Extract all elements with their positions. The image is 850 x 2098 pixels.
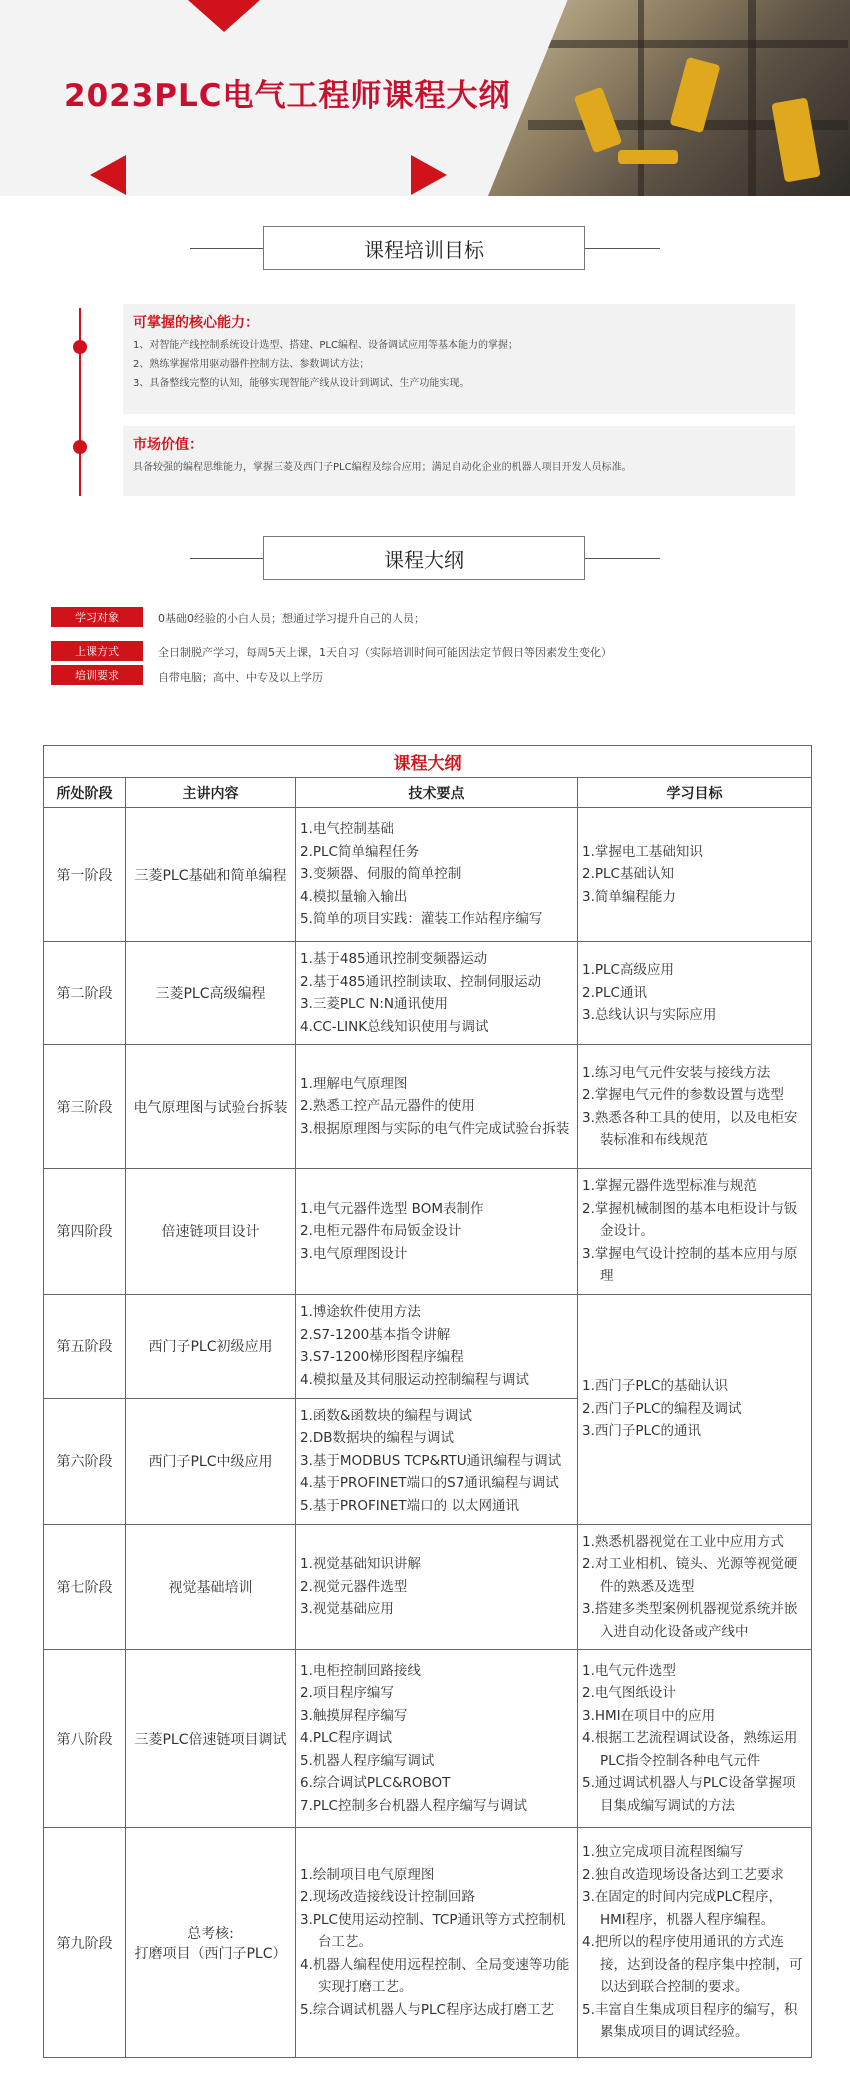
point-item: 3.根据原理图与实际的电气件完成试验台拆装 xyxy=(300,1120,570,1137)
table-row xyxy=(44,1650,812,1828)
outline-heading xyxy=(0,536,850,580)
timeline-dot-core xyxy=(73,340,87,354)
table-row xyxy=(44,1169,812,1295)
point-item: 5.基于PROFINET端口的 以太网通讯 xyxy=(300,1497,519,1514)
point-item: 1.电气控制基础 xyxy=(300,821,394,838)
table-row xyxy=(44,1294,812,1398)
stage-cell: 第七阶段 xyxy=(44,1524,126,1650)
point-item: 4.模拟量及其伺服运动控制编程与调试 xyxy=(300,1371,529,1388)
content-cell: 视觉基础培训 xyxy=(126,1524,296,1650)
goal-item: 1.西门子PLC的基础认识 xyxy=(582,1378,728,1395)
stage-cell: 第一阶段 xyxy=(44,808,126,942)
stage-cell: 第四阶段 xyxy=(44,1169,126,1295)
point-item: 3.电气原理图设计 xyxy=(300,1245,408,1262)
timeline-line xyxy=(79,308,81,496)
goals-cell-merged xyxy=(578,1294,812,1524)
point-item: 5.综合调试机器人与PLC程序达成打磨工艺 xyxy=(300,2001,554,2018)
goal-item: 1.熟悉机器视觉在工业中应用方式 xyxy=(582,1533,784,1550)
market-value-title: 市场价值： xyxy=(133,437,203,453)
table-row xyxy=(44,1045,812,1169)
content-cell: 电气原理图与试验台拆装 xyxy=(126,1045,296,1169)
content-cell: 三菱PLC高级编程 xyxy=(126,942,296,1045)
points-cell xyxy=(296,1828,578,2058)
point-item: 2.项目程序编写 xyxy=(300,1685,394,1702)
goal-item: 5.通过调试机器人与PLC设备掌握项目集成编写调试的方法 xyxy=(582,1775,796,1814)
info-tag-schedule: 上课方式 xyxy=(51,641,143,661)
goal-item: 2.PLC通讯 xyxy=(582,984,647,1001)
points-cell xyxy=(296,808,578,942)
point-item: 4.模拟量输入输出 xyxy=(300,888,408,905)
header-stage: 所处阶段 xyxy=(44,778,126,808)
point-item: 4.基于PROFINET端口的S7通讯编程与调试 xyxy=(300,1475,559,1492)
stage-cell: 第三阶段 xyxy=(44,1045,126,1169)
table-title: 课程大纲 xyxy=(44,746,812,778)
points-cell xyxy=(296,1524,578,1650)
point-item: 2.基于485通讯控制读取、控制伺服运动 xyxy=(300,973,542,990)
points-cell xyxy=(296,1045,578,1169)
stage-cell: 第二阶段 xyxy=(44,942,126,1045)
goals-cell xyxy=(578,1524,812,1650)
point-item: 4.机器人编程使用远程控制、全局变速等功能实现打磨工艺。 xyxy=(300,1956,570,1996)
decor-triangle-top xyxy=(188,0,260,32)
point-item: 2.现场改造接线设计控制回路 xyxy=(300,1889,475,1906)
goal-item: 3.HMI在项目中的应用 xyxy=(582,1707,716,1724)
content-cell: 西门子PLC中级应用 xyxy=(126,1398,296,1524)
goal-item: 3.掌握电气设计控制的基本应用与原理 xyxy=(582,1245,798,1284)
point-item: 3.S7-1200梯形图程序编程 xyxy=(300,1349,464,1365)
table-row xyxy=(44,1828,812,2058)
table-row xyxy=(44,808,812,942)
goal-item: 3.西门子PLC的通讯 xyxy=(582,1423,701,1440)
point-item: 3.基于MODBUS TCP&RTU通讯编程与调试 xyxy=(300,1452,562,1469)
factory-robot-image xyxy=(488,0,850,196)
info-text-audience: 0基础0经验的小白人员；想通过学习提升自己的人员； xyxy=(158,612,425,625)
goal-item: 2.PLC基础认知 xyxy=(582,866,674,883)
goal-item: 3.搭建多类型案例机器视觉系统并嵌入进自动化设备或产线中 xyxy=(582,1601,798,1640)
goal-item: 2.对工业相机、镜头、光源等视觉硬件的熟悉及选型 xyxy=(582,1556,798,1595)
goals-cell xyxy=(578,1650,812,1828)
goal-item: 4.把所以的程序使用通讯的方式连接，达到设备的程序集中控制，可以达到联合控制的要求。 xyxy=(582,1934,803,1996)
goals-heading-label: 课程培训目标 xyxy=(263,226,585,270)
content-cell: 三菱PLC基础和简单编程 xyxy=(126,808,296,942)
goal-item: 3.总线认识与实际应用 xyxy=(582,1007,717,1024)
goal-item: 2.电气图纸设计 xyxy=(582,1685,676,1702)
content-line: 总考核: xyxy=(187,1925,234,1942)
goal-item: 1.掌握元器件选型标准与规范 xyxy=(582,1178,757,1194)
goals-cell xyxy=(578,942,812,1045)
point-item: 2.DB数据块的编程与调试 xyxy=(300,1430,455,1447)
goal-item: 1.PLC高级应用 xyxy=(582,962,674,979)
goal-item: 1.练习电气元件安装与接线方法 xyxy=(582,1064,771,1081)
point-item: 4.PLC程序调试 xyxy=(300,1730,392,1747)
content-line: 打磨项目（西门子PLC） xyxy=(134,1945,287,1962)
core-ability-item: 1、对智能产线控制系统设计选型、搭建、PLC编程、设备调试应用等基本能力的掌握； xyxy=(133,340,518,351)
point-item: 5.简单的项目实践：灌装工作站程序编写 xyxy=(300,911,543,928)
goals-cell xyxy=(578,808,812,942)
points-cell xyxy=(296,942,578,1045)
syllabus-table xyxy=(43,745,812,2058)
goal-item: 2.独自改造现场设备达到工艺要求 xyxy=(582,1866,784,1883)
core-ability-title: 可掌握的核心能力： xyxy=(133,315,259,331)
point-item: 7.PLC控制多台机器人程序编写与调试 xyxy=(300,1797,527,1814)
stage-cell: 第九阶段 xyxy=(44,1828,126,2058)
point-item: 1.博途软件使用方法 xyxy=(300,1304,421,1320)
points-cell xyxy=(296,1294,578,1398)
point-item: 1.电气元器件选型 BOM表制作 xyxy=(300,1200,484,1217)
goals-heading xyxy=(0,226,850,270)
content-cell: 三菱PLC倍速链项目调试 xyxy=(126,1650,296,1828)
content-cell xyxy=(126,1828,296,2058)
market-value-box xyxy=(123,426,795,496)
page-title: 2023PLC电气工程师课程大纲 xyxy=(64,78,511,114)
banner xyxy=(0,0,850,196)
goal-item: 2.掌握电气元件的参数设置与选型 xyxy=(582,1087,784,1103)
info-text-requirement: 自带电脑；高中、中专及以上学历 xyxy=(158,671,323,684)
point-item: 3.PLC使用运动控制、TCP通讯等方式控制机台工艺。 xyxy=(300,1911,566,1951)
point-item: 3.视觉基础应用 xyxy=(300,1601,394,1617)
goal-item: 1.电气元件选型 xyxy=(582,1662,676,1679)
info-text-schedule: 全日制脱产学习，每周5天上课，1天自习（实际培训时间可能因法定节假日等因素发生变化） xyxy=(158,646,612,659)
point-item: 1.电柜控制回路接线 xyxy=(300,1662,421,1679)
goal-item: 4.根据工艺流程调试设备，熟练运用PLC指令控制各种电气元件 xyxy=(582,1730,798,1769)
point-item: 6.综合调试PLC&ROBOT xyxy=(300,1775,451,1792)
goal-item: 3.简单编程能力 xyxy=(582,888,676,905)
market-value-text: 具备较强的编程思维能力，掌握三菱及西门子PLC编程及综合应用；满足自动化企业的机器人项目开发人员标准。 xyxy=(133,462,632,473)
content-cell: 西门子PLC初级应用 xyxy=(126,1294,296,1398)
point-item: 3.三菱PLC N:N通讯使用 xyxy=(300,996,449,1012)
header-goals: 学习目标 xyxy=(578,778,812,808)
info-tag-audience: 学习对象 xyxy=(51,607,143,627)
goal-item: 2.掌握机械制图的基本电柜设计与钣金设计。 xyxy=(582,1200,798,1239)
points-cell xyxy=(296,1650,578,1828)
core-ability-item: 2、熟练掌握常用驱动器件控制方法、参数调试方法； xyxy=(133,359,370,370)
point-item: 3.触摸屏程序编写 xyxy=(300,1707,408,1724)
goal-item: 1.独立完成项目流程图编写 xyxy=(582,1844,744,1861)
decor-triangle-left xyxy=(90,155,126,195)
point-item: 1.绘制项目电气原理图 xyxy=(300,1866,435,1883)
goals-cell xyxy=(578,1169,812,1295)
header-points: 技术要点 xyxy=(296,778,578,808)
timeline-dot-market xyxy=(73,440,87,454)
goal-item: 1.掌握电工基础知识 xyxy=(582,843,703,860)
core-ability-box xyxy=(123,304,795,414)
point-item: 1.理解电气原理图 xyxy=(300,1075,408,1092)
stage-cell: 第六阶段 xyxy=(44,1398,126,1524)
goal-item: 5.丰富自生集成项目程序的编写，积累集成项目的调试经验。 xyxy=(582,2001,798,2041)
point-item: 2.PLC简单编程任务 xyxy=(300,843,419,860)
point-item: 1.基于485通讯控制变频器运动 xyxy=(300,951,488,967)
info-tag-requirement: 培训要求 xyxy=(51,665,143,685)
point-item: 5.机器人程序编写调试 xyxy=(300,1752,435,1769)
point-item: 2.S7-1200基本指令讲解 xyxy=(300,1326,451,1343)
point-item: 2.视觉元器件选型 xyxy=(300,1578,408,1595)
outline-heading-label: 课程大纲 xyxy=(263,536,585,580)
content-cell: 倍速链项目设计 xyxy=(126,1169,296,1295)
stage-cell: 第五阶段 xyxy=(44,1294,126,1398)
stage-cell: 第八阶段 xyxy=(44,1650,126,1828)
table-header-row xyxy=(44,778,812,808)
decor-triangle-right xyxy=(411,155,447,195)
header-content: 主讲内容 xyxy=(126,778,296,808)
goals-cell xyxy=(578,1828,812,2058)
goals-cell xyxy=(578,1045,812,1169)
points-cell xyxy=(296,1169,578,1295)
point-item: 4.CC-LINK总线知识使用与调试 xyxy=(300,1018,489,1035)
points-cell xyxy=(296,1398,578,1524)
table-row xyxy=(44,1524,812,1650)
core-ability-item: 3、具备整线完整的认知，能够实现智能产线从设计到调试、生产功能实现。 xyxy=(133,378,470,389)
point-item: 2.熟悉工控产品元器件的使用 xyxy=(300,1098,475,1115)
point-item: 1.函数&函数块的编程与调试 xyxy=(300,1407,472,1424)
table-row xyxy=(44,942,812,1045)
point-item: 3.变频器、伺服的简单控制 xyxy=(300,866,462,883)
goal-item: 3.熟悉各种工具的使用，以及电柜安装标准和布线规范 xyxy=(582,1109,798,1148)
point-item: 2.电柜元器件布局钣金设计 xyxy=(300,1223,462,1239)
point-item: 1.视觉基础知识讲解 xyxy=(300,1556,421,1572)
goal-item: 2.西门子PLC的编程及调试 xyxy=(582,1400,742,1417)
goal-item: 3.在固定的时间内完成PLC程序，HMI程序，机器人程序编程。 xyxy=(582,1889,782,1928)
